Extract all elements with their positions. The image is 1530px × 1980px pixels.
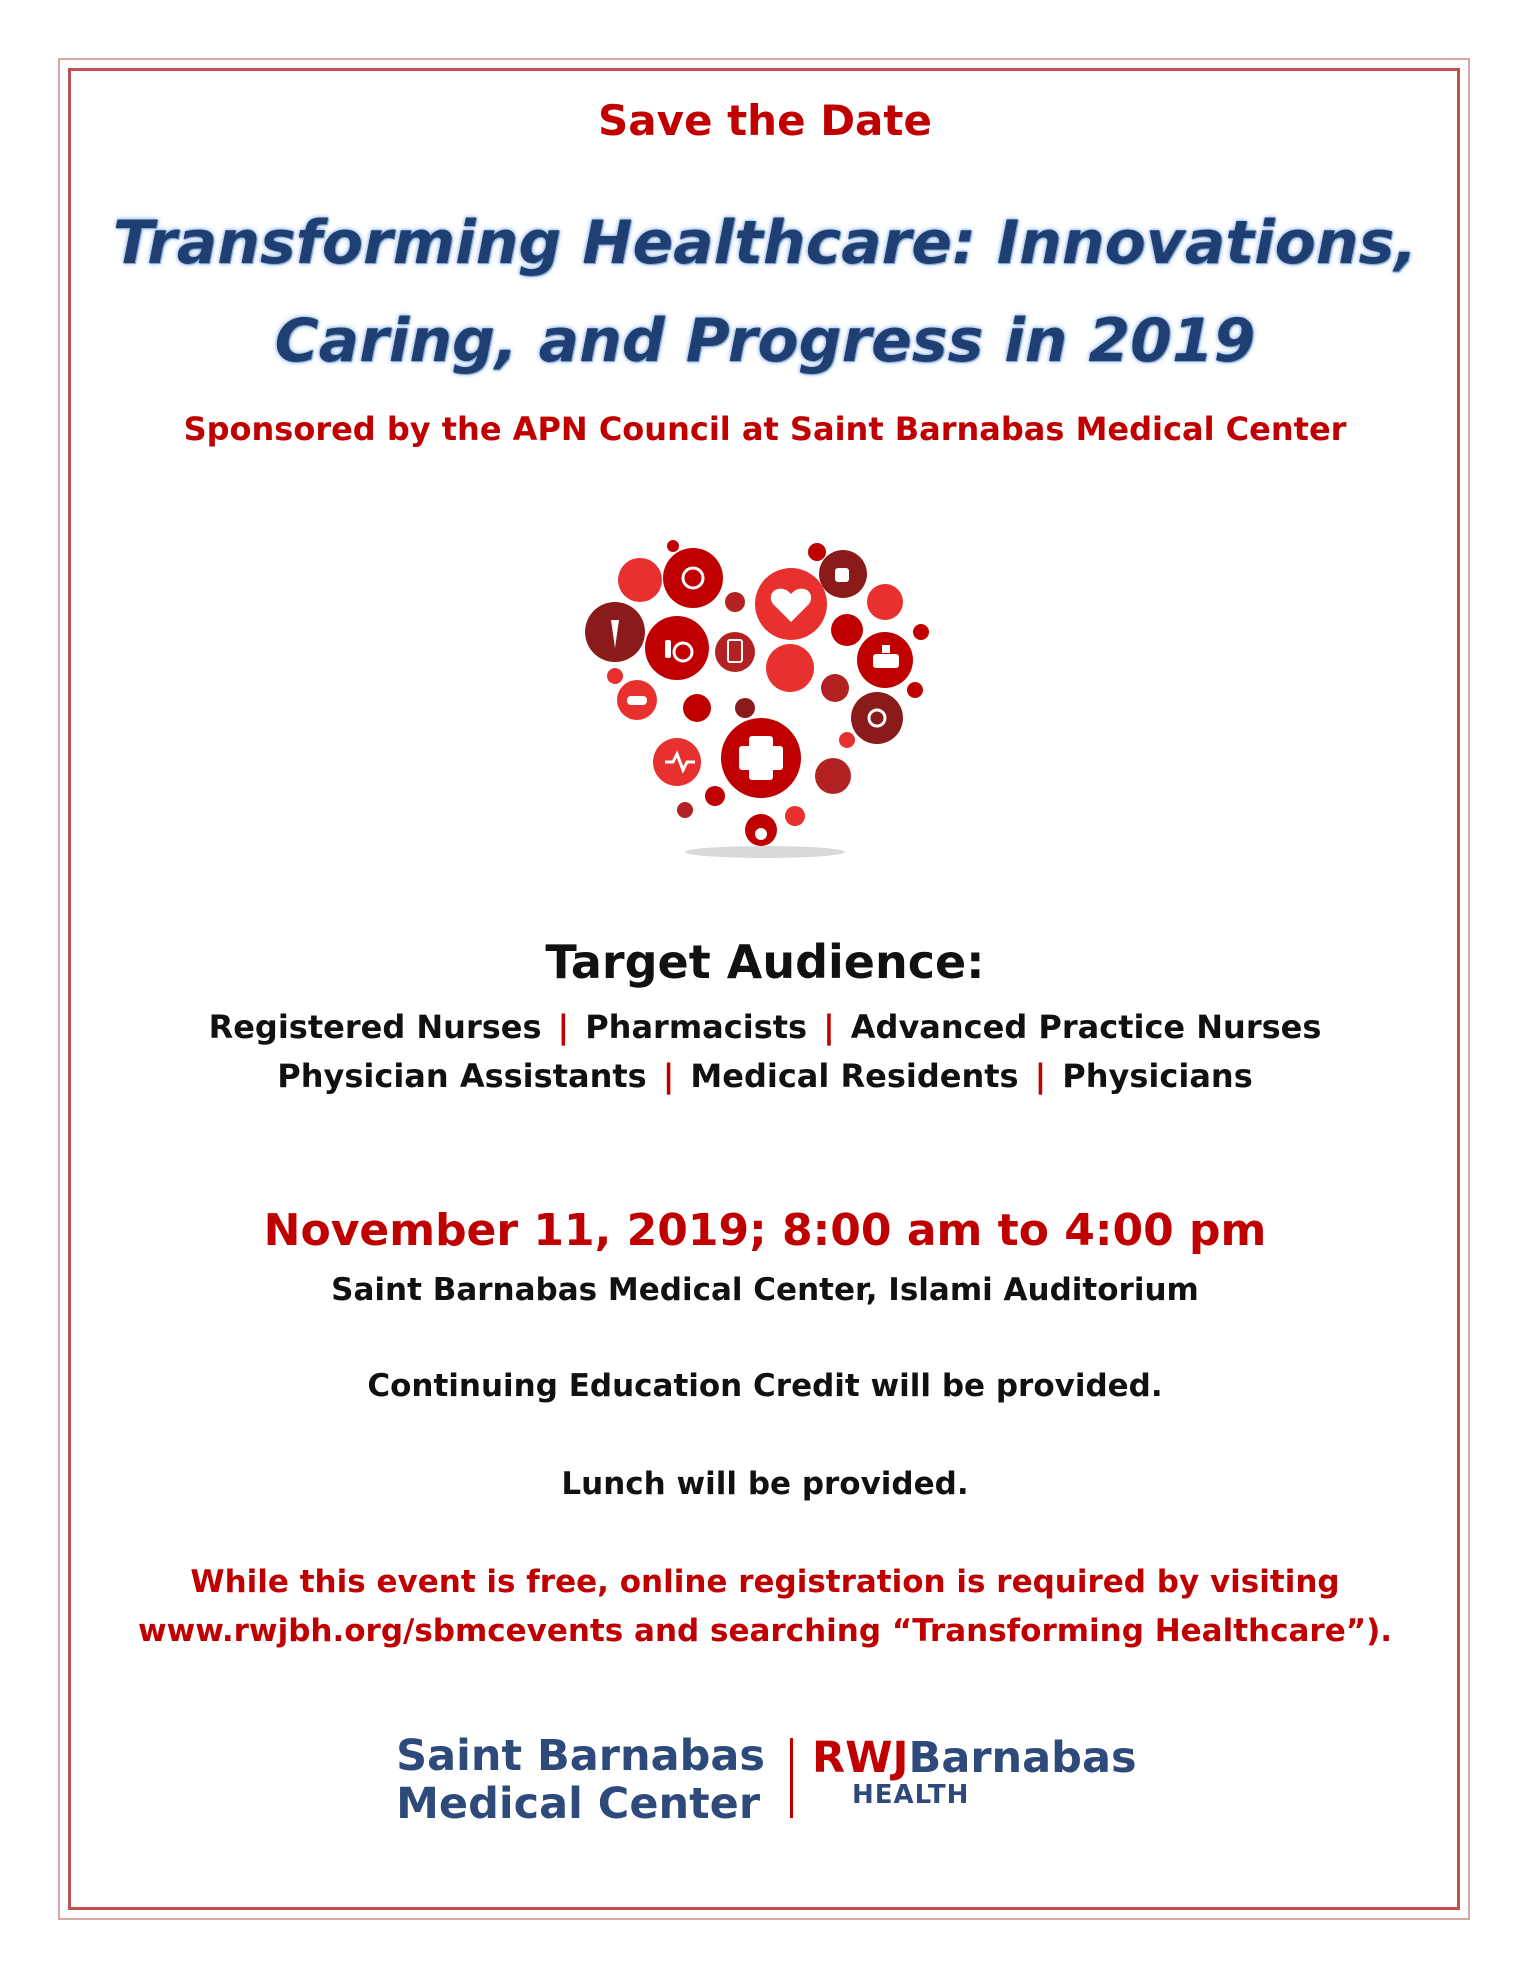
sbmc-logo-line1: Saint Barnabas xyxy=(396,1731,765,1781)
audience-separator: | xyxy=(1034,1057,1047,1095)
sbmc-logo-line2: Medical Center xyxy=(396,1779,761,1829)
audience-item: Registered Nurses xyxy=(208,1008,542,1046)
audience-item: Physician Assistants xyxy=(277,1057,647,1095)
education-credit-note: Continuing Education Credit will be provided. xyxy=(367,1368,1163,1404)
sbmc-logo xyxy=(396,1732,765,1828)
audience-item: Physicians xyxy=(1062,1057,1253,1095)
audience-item: Medical Residents xyxy=(690,1057,1019,1095)
barnabas-logo-text: Barnabas xyxy=(908,1733,1137,1783)
sponsor-text: Sponsored by the APN Council at Saint Barnabas Medical Center xyxy=(183,410,1347,448)
health-logo-text: HEALTH xyxy=(852,1780,970,1810)
event-title-line2: Caring, and Progress in 2019 xyxy=(274,306,1256,376)
audience-item: Advanced Practice Nurses xyxy=(850,1008,1322,1046)
audience-item: Pharmacists xyxy=(585,1008,808,1046)
audience-row-2 xyxy=(0,1057,1530,1095)
heart-circles xyxy=(585,540,929,846)
logo-divider xyxy=(790,1738,793,1818)
registration-text-line1: While this event is free, online registration is required by visiting xyxy=(190,1564,1340,1600)
audience-separator: | xyxy=(823,1008,835,1046)
event-title-line1: Transforming Healthcare: Innovations, xyxy=(112,208,1418,278)
target-audience-heading: Target Audience: xyxy=(545,935,985,989)
audience-separator: | xyxy=(662,1057,675,1095)
event-venue: Saint Barnabas Medical Center, Islami Auditorium xyxy=(331,1272,1199,1308)
rwj-logo-text: RWJ xyxy=(812,1733,909,1783)
footer-logo xyxy=(0,1732,1530,1832)
audience-separator: | xyxy=(557,1008,570,1046)
lunch-note: Lunch will be provided. xyxy=(561,1466,969,1502)
save-the-date: Save the Date xyxy=(598,96,932,145)
heart-shadow xyxy=(685,846,845,858)
registration-text-line2[interactable]: www.rwjbh.org/sbmcevents and searching “Transforming Healthcare”). xyxy=(137,1613,1393,1649)
event-date-time: November 11, 2019; 8:00 am to 4:00 pm xyxy=(263,1205,1267,1256)
medical-icons-heart-icon xyxy=(585,540,945,870)
audience-row-1 xyxy=(0,1008,1530,1046)
rwjbarnabas-logo xyxy=(812,1734,1137,1782)
